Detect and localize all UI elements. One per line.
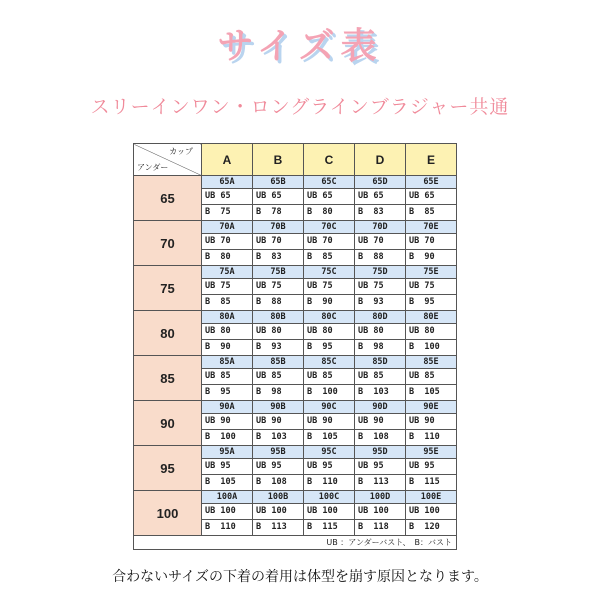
bust-value-cell: B 93 bbox=[253, 340, 304, 356]
cup-header-a: A bbox=[202, 144, 253, 176]
underbust-value-cell: UB 75 bbox=[253, 279, 304, 295]
size-row-codes bbox=[134, 401, 457, 414]
bust-value-cell: B 100 bbox=[304, 385, 355, 401]
size-code-cell: 75C bbox=[304, 266, 355, 279]
bust-value-cell: B 80 bbox=[304, 205, 355, 221]
size-code-cell: 90C bbox=[304, 401, 355, 414]
underbust-value-cell: UB 90 bbox=[355, 414, 406, 430]
bust-value-cell: B 93 bbox=[355, 295, 406, 311]
under-size-header: 65 bbox=[134, 176, 202, 221]
size-row-codes bbox=[134, 356, 457, 369]
bust-value-cell: B 90 bbox=[304, 295, 355, 311]
size-row-codes bbox=[134, 311, 457, 324]
underbust-value-cell: UB 100 bbox=[202, 504, 253, 520]
underbust-value-cell: UB 85 bbox=[202, 369, 253, 385]
underbust-value-cell: UB 80 bbox=[202, 324, 253, 340]
size-row-codes bbox=[134, 491, 457, 504]
bust-value-cell: B 75 bbox=[202, 205, 253, 221]
bust-value-cell: B 108 bbox=[355, 430, 406, 446]
underbust-value-cell: UB 65 bbox=[304, 189, 355, 205]
size-code-cell: 95E bbox=[406, 446, 457, 459]
underbust-value-cell: UB 95 bbox=[355, 459, 406, 475]
bust-value-cell: B 110 bbox=[304, 475, 355, 491]
size-code-cell: 90D bbox=[355, 401, 406, 414]
cup-header-b: B bbox=[253, 144, 304, 176]
underbust-value-cell: UB 90 bbox=[304, 414, 355, 430]
underbust-value-cell: UB 65 bbox=[253, 189, 304, 205]
underbust-value-cell: UB 80 bbox=[304, 324, 355, 340]
underbust-value-cell: UB 65 bbox=[406, 189, 457, 205]
bust-value-cell: B 88 bbox=[253, 295, 304, 311]
size-code-cell: 100E bbox=[406, 491, 457, 504]
underbust-value-cell: UB 85 bbox=[253, 369, 304, 385]
underbust-value-cell: UB 95 bbox=[304, 459, 355, 475]
cup-header-e: E bbox=[406, 144, 457, 176]
bust-value-cell: B 85 bbox=[304, 250, 355, 266]
size-code-cell: 80D bbox=[355, 311, 406, 324]
bust-value-cell: B 120 bbox=[406, 520, 457, 536]
underbust-value-cell: UB 90 bbox=[406, 414, 457, 430]
under-size-header: 70 bbox=[134, 221, 202, 266]
size-code-cell: 75D bbox=[355, 266, 406, 279]
underbust-value-cell: UB 100 bbox=[355, 504, 406, 520]
underbust-value-cell: UB 80 bbox=[406, 324, 457, 340]
under-size-header: 90 bbox=[134, 401, 202, 446]
bust-value-cell: B 103 bbox=[253, 430, 304, 446]
size-code-cell: 85B bbox=[253, 356, 304, 369]
size-code-cell: 95A bbox=[202, 446, 253, 459]
size-code-cell: 70B bbox=[253, 221, 304, 234]
size-code-cell: 90E bbox=[406, 401, 457, 414]
bust-value-cell: B 100 bbox=[202, 430, 253, 446]
bust-value-cell: B 85 bbox=[202, 295, 253, 311]
underbust-value-cell: UB 95 bbox=[406, 459, 457, 475]
bust-value-cell: B 95 bbox=[202, 385, 253, 401]
corner-cell bbox=[134, 144, 202, 176]
underbust-value-cell: UB 100 bbox=[304, 504, 355, 520]
underbust-value-cell: UB 100 bbox=[253, 504, 304, 520]
size-code-cell: 85A bbox=[202, 356, 253, 369]
bust-value-cell: B 88 bbox=[355, 250, 406, 266]
underbust-value-cell: UB 80 bbox=[253, 324, 304, 340]
size-table bbox=[133, 143, 457, 550]
bust-value-cell: B 113 bbox=[253, 520, 304, 536]
underbust-value-cell: UB 70 bbox=[355, 234, 406, 250]
underbust-value-cell: UB 80 bbox=[355, 324, 406, 340]
size-row-codes bbox=[134, 176, 457, 189]
bust-value-cell: B 105 bbox=[406, 385, 457, 401]
size-code-cell: 80A bbox=[202, 311, 253, 324]
bust-value-cell: B 115 bbox=[304, 520, 355, 536]
bust-value-cell: B 105 bbox=[202, 475, 253, 491]
size-code-cell: 90B bbox=[253, 401, 304, 414]
underbust-value-cell: UB 70 bbox=[202, 234, 253, 250]
corner-cup-label: カップ bbox=[169, 147, 193, 156]
underbust-value-cell: UB 85 bbox=[304, 369, 355, 385]
underbust-value-cell: UB 85 bbox=[406, 369, 457, 385]
size-code-cell: 85C bbox=[304, 356, 355, 369]
size-code-cell: 95D bbox=[355, 446, 406, 459]
bust-value-cell: B 100 bbox=[406, 340, 457, 356]
under-size-header: 80 bbox=[134, 311, 202, 356]
fit-warning-note: 合わないサイズの下着の着用は体型を崩す原因となります。 bbox=[112, 569, 488, 585]
bust-value-cell: B 85 bbox=[406, 205, 457, 221]
bust-value-cell: B 78 bbox=[253, 205, 304, 221]
underbust-value-cell: UB 85 bbox=[355, 369, 406, 385]
size-code-cell: 100C bbox=[304, 491, 355, 504]
cup-header-c: C bbox=[304, 144, 355, 176]
bust-value-cell: B 95 bbox=[406, 295, 457, 311]
bust-value-cell: B 110 bbox=[202, 520, 253, 536]
underbust-value-cell: UB 95 bbox=[202, 459, 253, 475]
under-size-header: 85 bbox=[134, 356, 202, 401]
bust-value-cell: B 90 bbox=[202, 340, 253, 356]
underbust-value-cell: UB 90 bbox=[253, 414, 304, 430]
bust-value-cell: B 83 bbox=[253, 250, 304, 266]
size-code-cell: 95C bbox=[304, 446, 355, 459]
bust-value-cell: B 98 bbox=[355, 340, 406, 356]
size-code-cell: 100A bbox=[202, 491, 253, 504]
size-code-cell: 85D bbox=[355, 356, 406, 369]
size-code-cell: 85E bbox=[406, 356, 457, 369]
bust-value-cell: B 103 bbox=[355, 385, 406, 401]
bust-value-cell: B 105 bbox=[304, 430, 355, 446]
bust-value-cell: B 98 bbox=[253, 385, 304, 401]
underbust-value-cell: UB 75 bbox=[304, 279, 355, 295]
bust-value-cell: B 108 bbox=[253, 475, 304, 491]
size-code-cell: 90A bbox=[202, 401, 253, 414]
legend-note: UB ：アンダーバスト、 B：バスト bbox=[134, 536, 457, 550]
underbust-value-cell: UB 65 bbox=[202, 189, 253, 205]
corner-under-label: アンダー bbox=[137, 163, 169, 172]
size-code-cell: 100B bbox=[253, 491, 304, 504]
size-row-codes bbox=[134, 446, 457, 459]
size-row-codes bbox=[134, 221, 457, 234]
size-code-cell: 65A bbox=[202, 176, 253, 189]
bust-value-cell: B 113 bbox=[355, 475, 406, 491]
underbust-value-cell: UB 65 bbox=[355, 189, 406, 205]
size-code-cell: 80C bbox=[304, 311, 355, 324]
underbust-value-cell: UB 90 bbox=[202, 414, 253, 430]
underbust-value-cell: UB 70 bbox=[253, 234, 304, 250]
size-code-cell: 70E bbox=[406, 221, 457, 234]
underbust-value-cell: UB 70 bbox=[406, 234, 457, 250]
size-code-cell: 70D bbox=[355, 221, 406, 234]
cup-header-d: D bbox=[355, 144, 406, 176]
size-code-cell: 65E bbox=[406, 176, 457, 189]
size-code-cell: 65B bbox=[253, 176, 304, 189]
size-code-cell: 65D bbox=[355, 176, 406, 189]
underbust-value-cell: UB 70 bbox=[304, 234, 355, 250]
size-code-cell: 70C bbox=[304, 221, 355, 234]
size-code-cell: 75E bbox=[406, 266, 457, 279]
bust-value-cell: B 95 bbox=[304, 340, 355, 356]
page-subtitle: スリーインワン・ロングラインブラジャー共通 bbox=[90, 96, 510, 118]
size-code-cell: 80B bbox=[253, 311, 304, 324]
size-code-cell: 75B bbox=[253, 266, 304, 279]
size-row-codes bbox=[134, 266, 457, 279]
underbust-value-cell: UB 95 bbox=[253, 459, 304, 475]
under-size-header: 75 bbox=[134, 266, 202, 311]
underbust-value-cell: UB 100 bbox=[406, 504, 457, 520]
bust-value-cell: B 90 bbox=[406, 250, 457, 266]
bust-value-cell: B 115 bbox=[406, 475, 457, 491]
bust-value-cell: B 80 bbox=[202, 250, 253, 266]
under-size-header: 100 bbox=[134, 491, 202, 536]
size-code-cell: 100D bbox=[355, 491, 406, 504]
under-size-header: 95 bbox=[134, 446, 202, 491]
underbust-value-cell: UB 75 bbox=[355, 279, 406, 295]
size-code-cell: 65C bbox=[304, 176, 355, 189]
bust-value-cell: B 110 bbox=[406, 430, 457, 446]
underbust-value-cell: UB 75 bbox=[202, 279, 253, 295]
size-code-cell: 80E bbox=[406, 311, 457, 324]
bust-value-cell: B 118 bbox=[355, 520, 406, 536]
size-code-cell: 70A bbox=[202, 221, 253, 234]
size-table-body bbox=[134, 176, 457, 536]
page-title: サイズ表 bbox=[217, 26, 383, 67]
size-code-cell: 95B bbox=[253, 446, 304, 459]
underbust-value-cell: UB 75 bbox=[406, 279, 457, 295]
bust-value-cell: B 83 bbox=[355, 205, 406, 221]
size-code-cell: 75A bbox=[202, 266, 253, 279]
